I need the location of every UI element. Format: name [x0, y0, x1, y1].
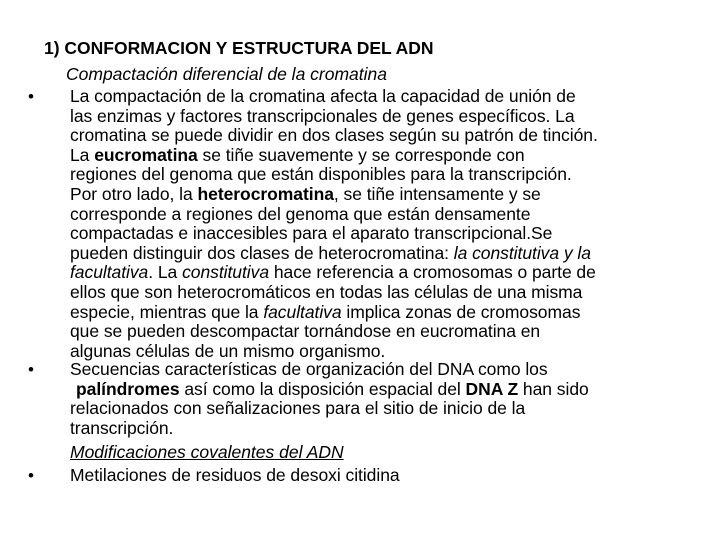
term-eucromatina: eucromatina	[94, 144, 198, 165]
text-line: corresponde a regiones del genoma que están densamente	[70, 203, 531, 224]
text-run-italic: la constitutiva y la	[453, 242, 591, 263]
section-subheading: Compactación diferencial de la cromatina	[66, 64, 387, 84]
text-line: La compactación de la cromatina afecta la capacidad de unión de	[70, 86, 576, 106]
subheading-modificaciones: Modificaciones covalentes del ADN	[70, 442, 344, 462]
text-run: Por otro lado, la	[70, 183, 198, 204]
bullet-paragraph	[70, 466, 690, 486]
term-dna-z: DNA Z	[465, 378, 519, 399]
text-run: . La	[148, 262, 183, 283]
text-line	[70, 185, 690, 205]
text-run-italic: facultativa	[263, 301, 342, 322]
text-line: regiones del genoma que están disponibles para la transcripción.	[70, 164, 572, 185]
text-run: así como la disposición espacial del	[179, 378, 466, 399]
text-line: compactadas e inaccesibles para el aparato transcripcional.Se	[70, 223, 553, 244]
text-line	[70, 263, 690, 283]
text-line	[70, 380, 690, 400]
text-line: ellos que son heterocromáticos en todas las células de una misma	[70, 281, 583, 302]
bullet-icon: •	[28, 87, 34, 106]
text-run: especie, mientras que la	[70, 301, 264, 322]
text-run: hace referencia a cromosomas o parte de	[269, 262, 596, 283]
text-line	[70, 146, 690, 166]
section-heading: 1) CONFORMACION Y ESTRUCTURA DEL ADN	[44, 38, 434, 58]
text-run: , se tiñe intensamente y se	[333, 183, 541, 204]
text-line: algunas células de un mismo organismo.	[70, 340, 386, 361]
term-heterocromatina: heterocromatina	[197, 183, 334, 204]
text-line: Metilaciones de residuos de desoxi citidina	[70, 465, 400, 485]
text-run: implica zonas de cromosomas	[341, 301, 581, 322]
bullet-icon: •	[28, 466, 34, 485]
text-line: las enzimas y factores transcripcionales de genes específicos. La	[70, 105, 575, 126]
text-line	[70, 244, 690, 264]
text-line: Secuencias características de organización del DNA como los	[70, 359, 548, 379]
text-line	[70, 303, 690, 323]
text-run: se tiñe suavemente y se corresponde con	[197, 144, 525, 165]
bullet-paragraph	[70, 87, 690, 361]
text-run: pueden distinguir dos clases de heterocromatina:	[70, 242, 454, 263]
text-line: relacionados con señalizaciones para el sitio de inicio de la	[70, 398, 526, 419]
term-palindromes: palíndromes	[76, 378, 180, 399]
text-run: han sido	[518, 378, 589, 399]
bullet-icon: •	[28, 360, 34, 379]
text-line: que se pueden descompactar tornándose en eucromatina en	[70, 321, 541, 342]
bullet-paragraph	[70, 360, 690, 438]
text-line: cromatina se puede dividir en dos clases según su patrón de tinción.	[70, 125, 598, 146]
text-run: La	[70, 144, 95, 165]
text-run-italic: facultativa	[70, 262, 149, 283]
text-run-italic: constitutiva	[182, 262, 270, 283]
text-line: transcripción.	[70, 417, 174, 438]
